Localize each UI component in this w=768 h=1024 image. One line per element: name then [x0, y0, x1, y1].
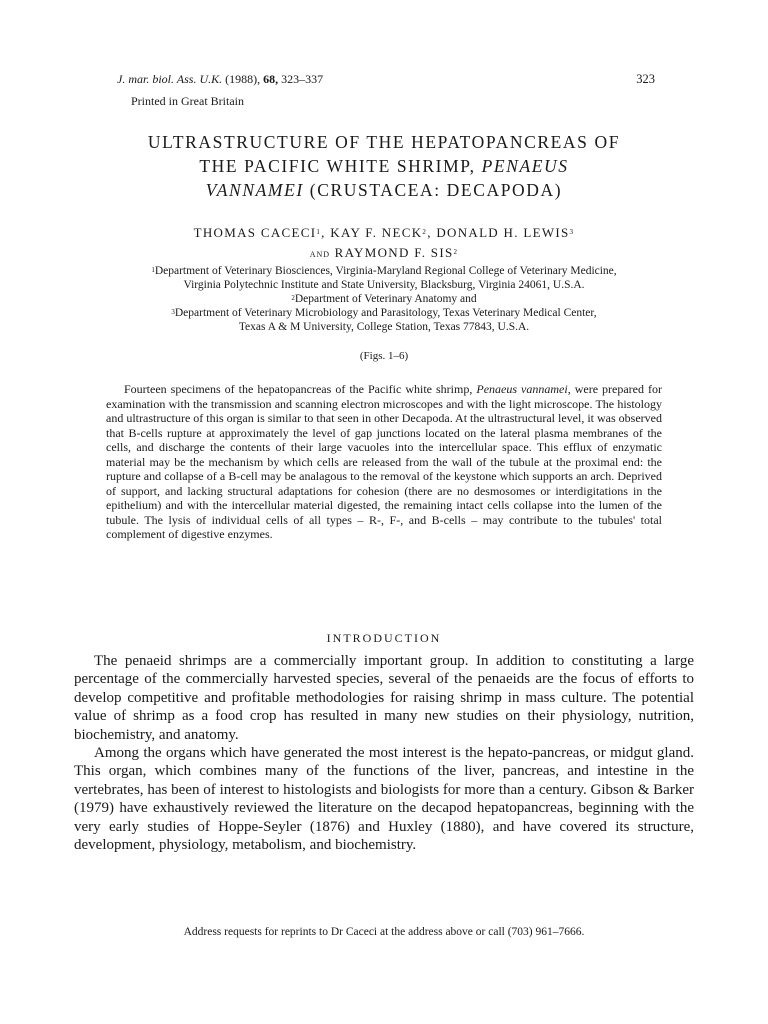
affiliation-3-cont: Texas A & M University, College Station, Texas 77843, U.S.A.	[238, 321, 530, 333]
affiliation-1: $^1$Department of Veterinary Biosciences, Virginia-Maryland Regional College of Veterinary Medicine,	[151, 265, 617, 277]
intro-paragraph-2: Among the organs which have generated the most interest is the hepato-pancreas, or midgut gland. This organ, which combines many of the functions of the liver, pancreas, and intestine in the vertebrates, has been of interest to histologists and biologists for more than a century. Gibson & Barker (1979) have exhaustively reviewed the literature on the decapod hepatopancreas, beginning with the very early studies of Hoppe-Seyler (1876) and Huxley (1880), and have covered its structure, development, physiology, metabolism, and biochemistry.	[74, 745, 694, 854]
journal-volume: 68,	[263, 72, 279, 86]
section-heading-introduction: INTRODUCTION	[326, 631, 442, 645]
title-line-2: THE PACIFIC WHITE SHRIMP, PENAEUS	[199, 156, 569, 176]
authors-line-2: and RAYMOND F. SIS$^2$	[309, 245, 459, 260]
author-name: KAY F. NECK	[330, 225, 423, 240]
journal-year: (1988),	[225, 72, 261, 86]
affiliations	[40, 264, 728, 334]
and-conjunction: and	[309, 248, 331, 260]
paper-title	[40, 130, 728, 202]
author-name: THOMAS CACECI	[193, 225, 317, 240]
journal-citation	[117, 72, 323, 87]
introduction-body	[74, 652, 694, 854]
title-species-epithet: VANNAMEI	[205, 180, 304, 200]
intro-paragraph-1: The penaeid shrimps are a commercially important group. In addition to constituting a large percentage of the commercially harvested species, several of the penaeids are the focus of efforts to develop competitive and profitable methodologies for raising shrimp in mass culture. The potential value of shrimp as a food crop has resulted in many new studies on their physiology, nutrition, biochemistry, and anatomy.	[74, 653, 694, 743]
authors-line-1: THOMAS CACECI$^1$, KAY F. NECK$^2$, DONALD H. LEWIS$^3$	[193, 225, 575, 240]
affiliation-2: $^2$Department of Veterinary Anatomy and	[291, 293, 477, 305]
page-number: 323	[636, 72, 655, 86]
affiliation-3: $^3$Department of Veterinary Microbiology and Parasitology, Texas Veterinary Medical Center,	[171, 307, 597, 319]
reprint-footnote: Address requests for reprints to Dr Caceci at the address above or call (703) 961–7666.	[183, 926, 585, 938]
affiliation-1-cont: Virginia Polytechnic Institute and State University, Blacksburg, Virginia 24061, U.S.A.	[183, 279, 585, 291]
abstract: Fourteen specimens of the hepatopancreas of the Pacific white shrimp, Penaeus vannamei, were prepared for examination with the transmission and scanning electron microscopes and with the light microscope. The histology and ultrastructure of this organ is similar to that seen in other Decapoda. At the ultrastructural level, it was observed that B-cells rupture at approximately the level of gap junctions located on the lateral plasma membranes of the cells, and discharge the contents of their large vacuoles into the intercellular space. This efflux of enzymatic material may be the mechanism by which cells are released from the wall of the tubule at the proximal end: the rupture and collapse of a B-cell may be analagous to the removal of the keystone which supports an arch. Deprived of support, and lacking structural adaptations for cohesion (there are no desmosomes or interdigitations in the epithelium) and with the intercellular material digested, the remaining intact cells collapse into the lumen of the tubule. The lysis of individual cells of all types – R-, F-, and B-cells – may contribute to the tubules' total complement of digestive enzymes.	[106, 382, 663, 542]
title-line-1: ULTRASTRUCTURE OF THE HEPATOPANCREAS OF	[147, 132, 621, 152]
title-species-genus: PENAEUS	[481, 156, 569, 176]
title-line-3: VANNAMEI (CRUSTACEA: DECAPODA)	[205, 180, 563, 200]
author-name: RAYMOND F. SIS	[334, 245, 454, 260]
journal-pages: 323–337	[281, 72, 324, 86]
journal-abbrev: J. mar. biol. Ass. U.K.	[117, 72, 223, 86]
abstract-species: Penaeus vannamei	[476, 382, 568, 396]
figures-note: (Figs. 1–6)	[359, 350, 409, 362]
printed-note: Printed in Great Britain	[131, 94, 244, 108]
author-name: DONALD H. LEWIS	[436, 225, 570, 240]
author-list	[40, 223, 728, 264]
